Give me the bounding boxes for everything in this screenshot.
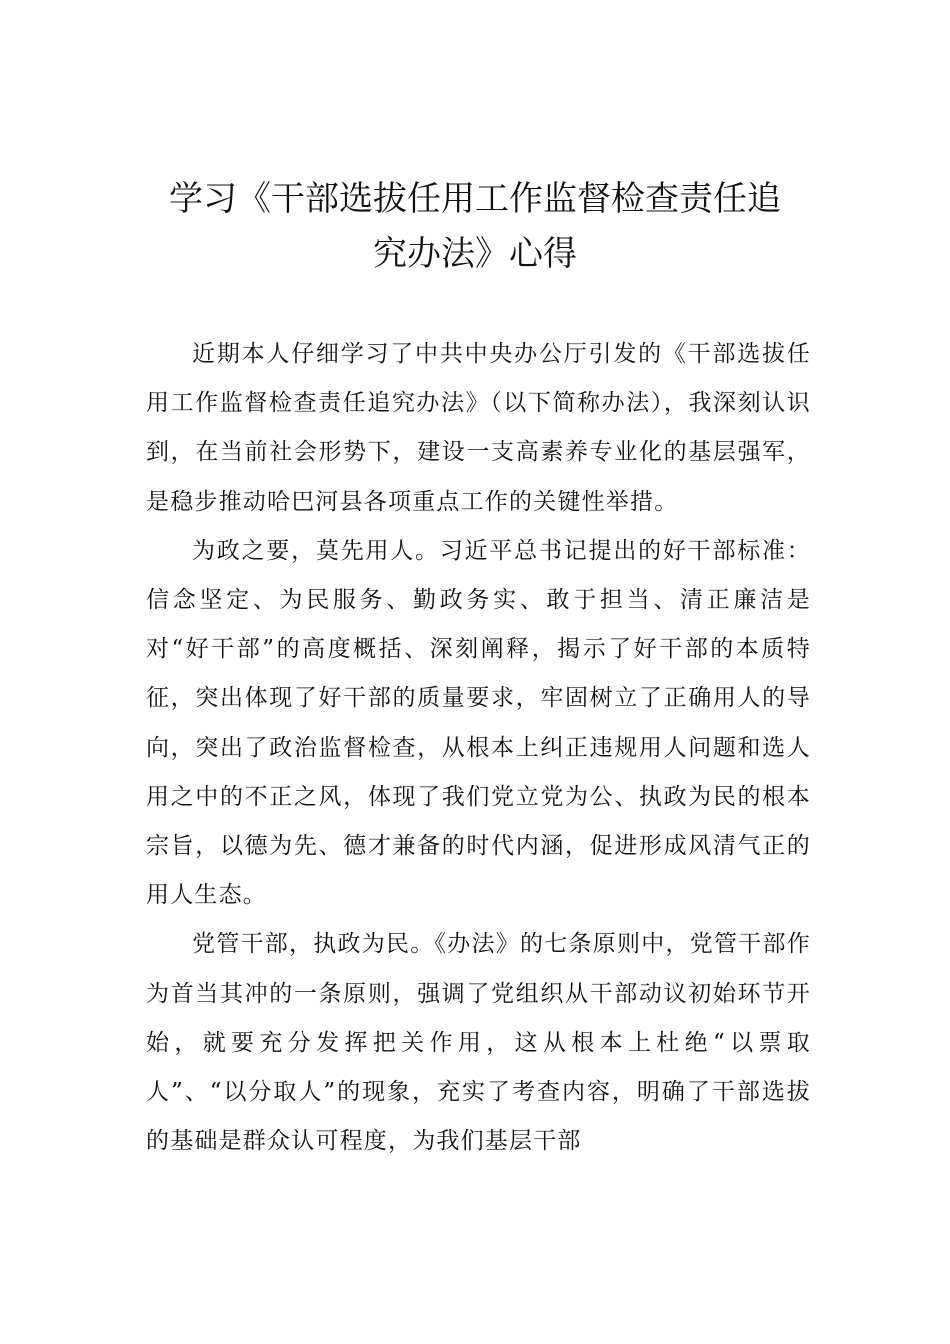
paragraph-1: 近期本人仔细学习了中共中央办公厅引发的《干部选拔任用工作监督检查责任追究办法》（以下简称办法），我深刻认识到，在当前社会形势下，建设一支高素养专业化的基层强军，是稳步推动哈巴河县各项重点工作的关键性举措。	[146, 341, 811, 515]
paragraph-2: 为政之要，莫先用人。习近平总书记提出的好干部标准：信念坚定、为民服务、勤政务实、敢于担当、清正廉洁是对“好干部”的高度概括、深刻阐释，揭示了好干部的本质特征，突出体现了好干部的质量要求，牢固树立了正确用人的导向，突出了政治监督检查，从根本上纠正违规用人问题和选人用之中的不正之风，体现了我们党立党为公、执政为民的根本宗旨，以德为先、德才兼备的时代内涵，促进形成风清气正的用人生态。	[146, 537, 811, 909]
document-body	[146, 330, 811, 1166]
title-line-2: 究办法》心得	[373, 234, 577, 274]
paragraph-3: 党管干部，执政为民。《办法》的七条原则中，党管干部作为首当其冲的一条原则，强调了党组织从干部动议初始环节开始，就要充分发挥把关作用，这从根本上杜绝“以票取人”、“以分取人”的现象，充实了考查内容，明确了干部选拔的基础是群众认可程度，为我们基层干部	[146, 931, 811, 1155]
title-line-1: 学习《干部选拔任用工作监督检查责任追	[169, 179, 781, 219]
document-title	[100, 172, 850, 282]
